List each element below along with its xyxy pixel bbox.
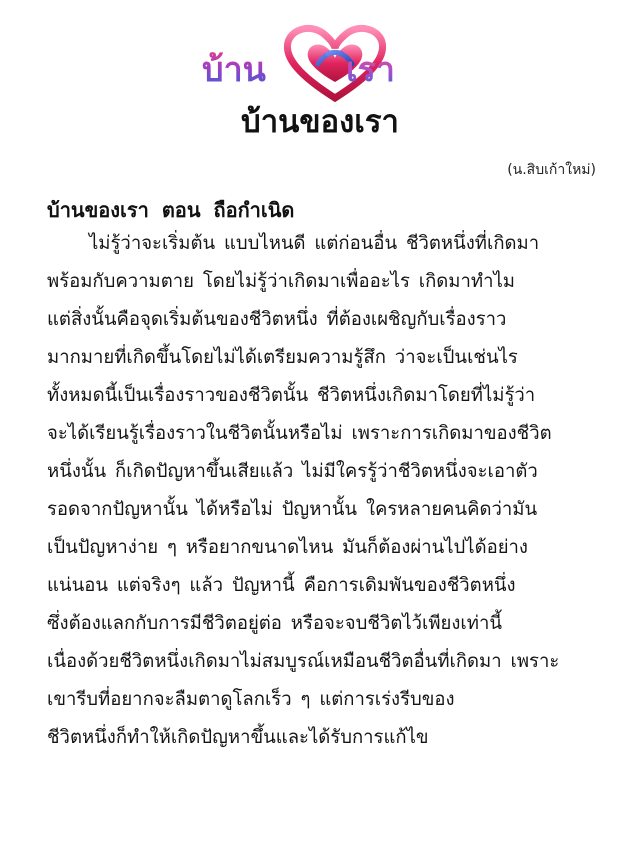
story-line: พร้อมกับความตาย โดยไม่รู้ว่าเกิดมาเพื่ออะไร เกิดมาทำไม <box>47 271 515 292</box>
story-line: ทั้งหมดนี้เป็นเรื่องราวของชีวิตนั้น ชีวิตหนึ่งเกิดมาโดยที่ไม่รู้ว่า <box>47 385 536 406</box>
document-title: บ้านของเรา <box>241 104 399 140</box>
story-line: เนื่องด้วยชีวิตหนึ่งเกิดมาไม่สมบูรณ์เหมือนชีวิตอื่นที่เกิดมา เพราะ <box>47 651 560 672</box>
story-line: เขารีบที่อยากจะลืมตาดูโลกเร็ว ๆ แต่การเร่งรีบของ <box>47 689 455 710</box>
story-line: เป็นปัญหาง่าย ๆ หรือยากขนาดไหน มันก็ต้องผ่านไปได้อย่าง <box>47 537 528 558</box>
story-line: หนึ่งนั้น ก็เกิดปัญหาขึ้นเสียแล้ว ไม่มีใครรู้ว่าชีวิตหนึ่งจะเอาตัว <box>47 461 538 482</box>
story-line: รอดจากปัญหานั้น ได้หรือไม่ ปัญหานั้น ใครหลายคนคิดว่ามัน <box>47 499 538 520</box>
story-line: ไม่รู้ว่าจะเริ่มต้น แบบไหนดี แต่ก่อนอื่น ชีวิตหนึ่งที่เกิดมา <box>89 233 540 254</box>
story-line: ชีวิตหนึ่งก็ทำให้เกิดปัญหาขึ้นและได้รับการแก้ไข <box>47 727 429 748</box>
logo-word-right: เรา <box>346 50 395 90</box>
story-line: แน่นอน แต่จริงๆ แล้ว ปัญหานี้ คือการเดิมพันของชีวิตหนึ่ง <box>47 575 516 596</box>
logo-word-left: บ้าน <box>202 50 266 90</box>
story-line: จะได้เรียนรู้เรื่องราวในชีวิตนั้นหรือไม่ เพราะการเกิดมาของชีวิต <box>47 423 552 444</box>
story-line: ซึ่งต้องแลกกับการมีชีวิตอยู่ต่อ หรือจะจบชีวิตไว้เพียงเท่านี้ <box>47 613 502 634</box>
story-line: มากมายที่เกิดขึ้นโดยไม่ได้เตรียมความรู้สึก ว่าจะเป็นเช่นไร <box>47 347 518 368</box>
story-line: แต่สิ่งนั้นคือจุดเริ่มต้นของชีวิตหนึ่ง ที่ต้องเผชิญกับเรื่องราว <box>47 309 507 330</box>
site-logo <box>196 22 444 102</box>
chapter-heading: บ้านของเรา ตอน ถือกำเนิด <box>47 198 295 222</box>
author-name: (น.สิบเก้าใหม่) <box>507 162 596 178</box>
